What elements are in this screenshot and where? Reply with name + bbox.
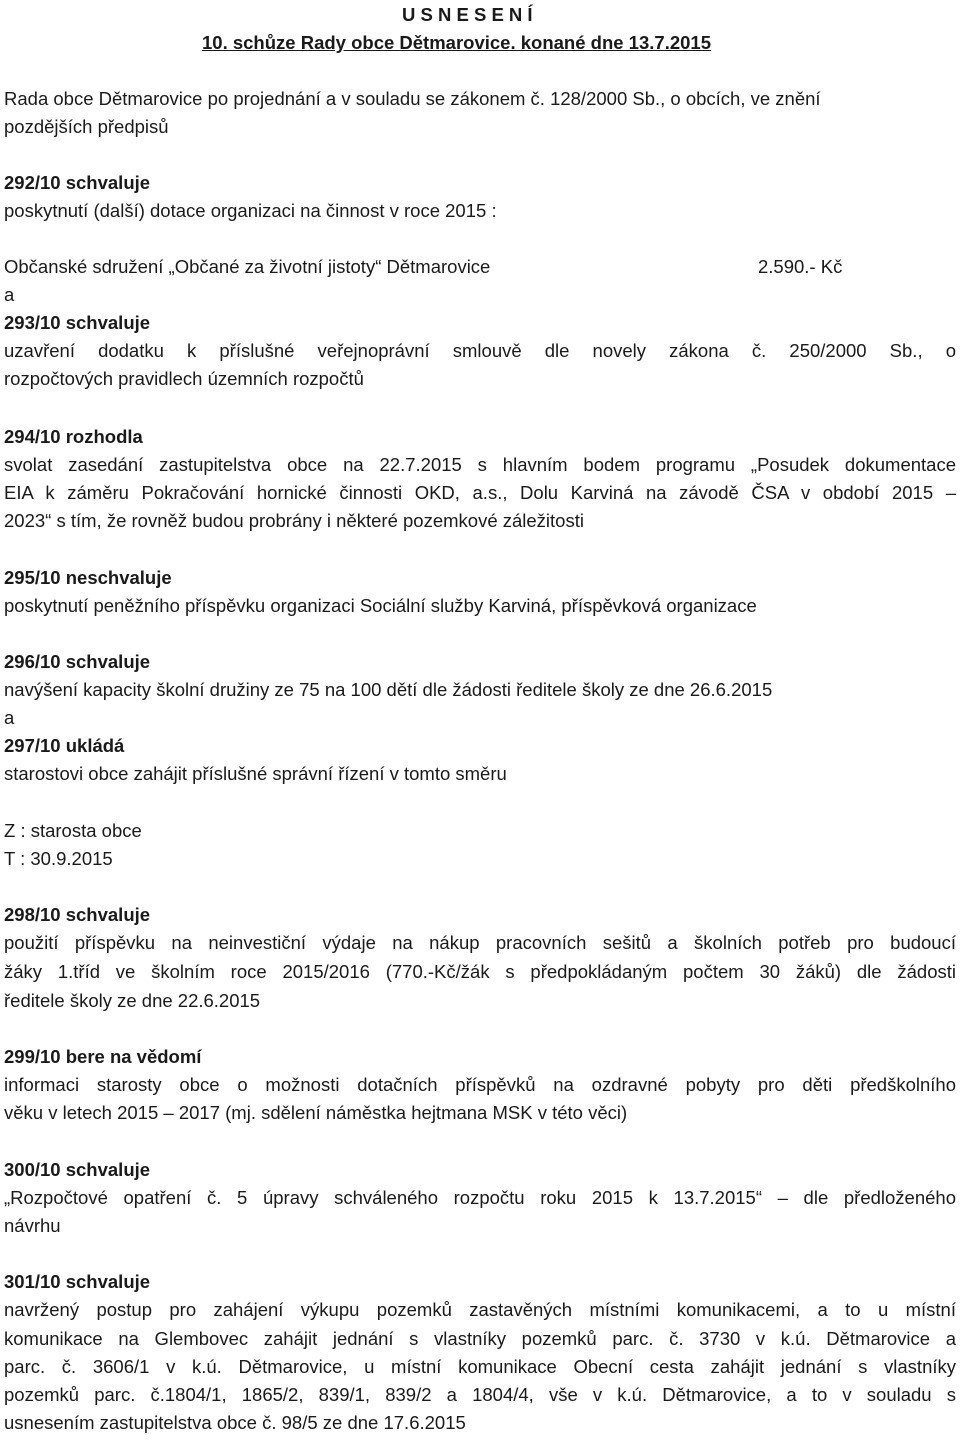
resolution-300-heading: 300/10 schvaluje xyxy=(4,1159,151,1180)
resolution-299-line-2: věku v letech 2015 – 2017 (mj. sdělení náměstka hejtmana MSK v této věci) xyxy=(4,1102,628,1123)
resolution-293-heading: 293/10 schvaluje xyxy=(4,312,151,333)
resolution-301-heading: 301/10 schvaluje xyxy=(4,1271,151,1292)
document-subtitle: 10. schůze Rady obce Dětmarovice. konané dne 13.7.2015 xyxy=(202,32,711,53)
resolution-298-heading: 298/10 schvaluje xyxy=(4,904,151,925)
resolution-301-line-3: parc. č. 3606/1 v k.ú. Dětmarovice, u místní komunikace Obecní cesta zahájit jednání s vlastníky xyxy=(4,1356,956,1377)
resolution-295-text: poskytnutí peněžního příspěvku organizaci Sociální služby Karviná, příspěvková organizace xyxy=(4,595,757,616)
resolution-297-responsible: Z : starosta obce xyxy=(4,820,142,841)
resolution-294-heading: 294/10 rozhodla xyxy=(4,426,143,447)
resolution-301-line-1: navržený postup pro zahájení výkupu pozemků zastavěných místními komunikacemi, a to u místní xyxy=(4,1299,956,1320)
resolution-298-line-3: ředitele školy ze dne 22.6.2015 xyxy=(4,990,261,1011)
resolution-294-line-1: svolat zasedání zastupitelstva obce na 22.7.2015 s hlavním bodem programu „Posudek dokumentace xyxy=(4,454,956,475)
resolution-301-line-2: komunikace na Glembovec zahájit jednání s vlastníky pozemků parc. č. 3730 v k.ú. Dětmarovice a xyxy=(4,1328,956,1349)
resolution-293-line-1: uzavření dodatku k příslušné veřejnoprávní smlouvě dle novely zákona č. 250/2000 Sb., o xyxy=(4,340,956,361)
resolution-300-line-1: „Rozpočtové opatření č. 5 úpravy schváleného rozpočtu roku 2015 k 13.7.2015“ – dle předloženého xyxy=(4,1187,956,1208)
resolution-292-recipient: Občanské sdružení „Občané za životní jistoty“ Dětmarovice xyxy=(4,256,491,277)
resolution-292-amount: 2.590.- Kč xyxy=(758,256,843,277)
resolution-296-text: navýšení kapacity školní družiny ze 75 na 100 dětí dle žádosti ředitele školy ze dne 26.6.2015 xyxy=(4,679,773,700)
conjunction-a: a xyxy=(4,284,15,305)
conjunction-a: a xyxy=(4,707,15,728)
resolution-294-line-2: EIA k záměru Pokračování hornické činnosti OKD, a.s., Dolu Karviná na závodě ČSA v období 2015 – xyxy=(4,482,956,503)
resolution-298-line-2: žáky 1.tříd ve školním roce 2015/2016 (770.-Kč/žák s předpokládaným počtem 30 žáků) dle žádosti xyxy=(4,961,956,982)
resolution-292-text: poskytnutí (další) dotace organizaci na činnost v roce 2015 : xyxy=(4,200,497,221)
resolution-297-deadline: T : 30.9.2015 xyxy=(4,848,113,869)
resolution-297-text: starostovi obce zahájit příslušné správní řízení v tomto směru xyxy=(4,763,507,784)
resolution-299-line-1: informaci starosty obce o možnosti dotačních příspěvků na ozdravné pobyty pro děti předškolního xyxy=(4,1074,956,1095)
document-title: U S N E S E N Í xyxy=(402,4,533,25)
resolution-292-heading: 292/10 schvaluje xyxy=(4,172,151,193)
resolution-296-heading: 296/10 schvaluje xyxy=(4,651,151,672)
resolution-298-line-1: použití příspěvku na neinvestiční výdaje na nákup pracovních sešitů a školních potřeb pro budoucí xyxy=(4,932,956,953)
resolution-299-heading: 299/10 bere na vědomí xyxy=(4,1046,202,1067)
intro-line-2: pozdějších předpisů xyxy=(4,116,169,137)
resolution-300-line-2: návrhu xyxy=(4,1215,61,1236)
resolution-301-line-4: pozemků parc. č.1804/1, 1865/2, 839/1, 839/2 a 1804/4, vše v k.ú. Dětmarovice, a to v souladu s xyxy=(4,1384,956,1405)
resolution-294-line-3: 2023“ s tím, že rovněž budou probrány i některé pozemkové záležitosti xyxy=(4,510,584,531)
resolution-295-heading: 295/10 neschvaluje xyxy=(4,567,172,588)
resolution-297-heading: 297/10 ukládá xyxy=(4,735,125,756)
resolution-293-line-2: rozpočtových pravidlech územních rozpočtů xyxy=(4,368,364,389)
intro-line-1: Rada obce Dětmarovice po projednání a v souladu se zákonem č. 128/2000 Sb., o obcích, ve znění xyxy=(4,88,821,109)
resolution-301-line-5: usnesením zastupitelstva obce č. 98/5 ze dne 17.6.2015 xyxy=(4,1412,466,1433)
